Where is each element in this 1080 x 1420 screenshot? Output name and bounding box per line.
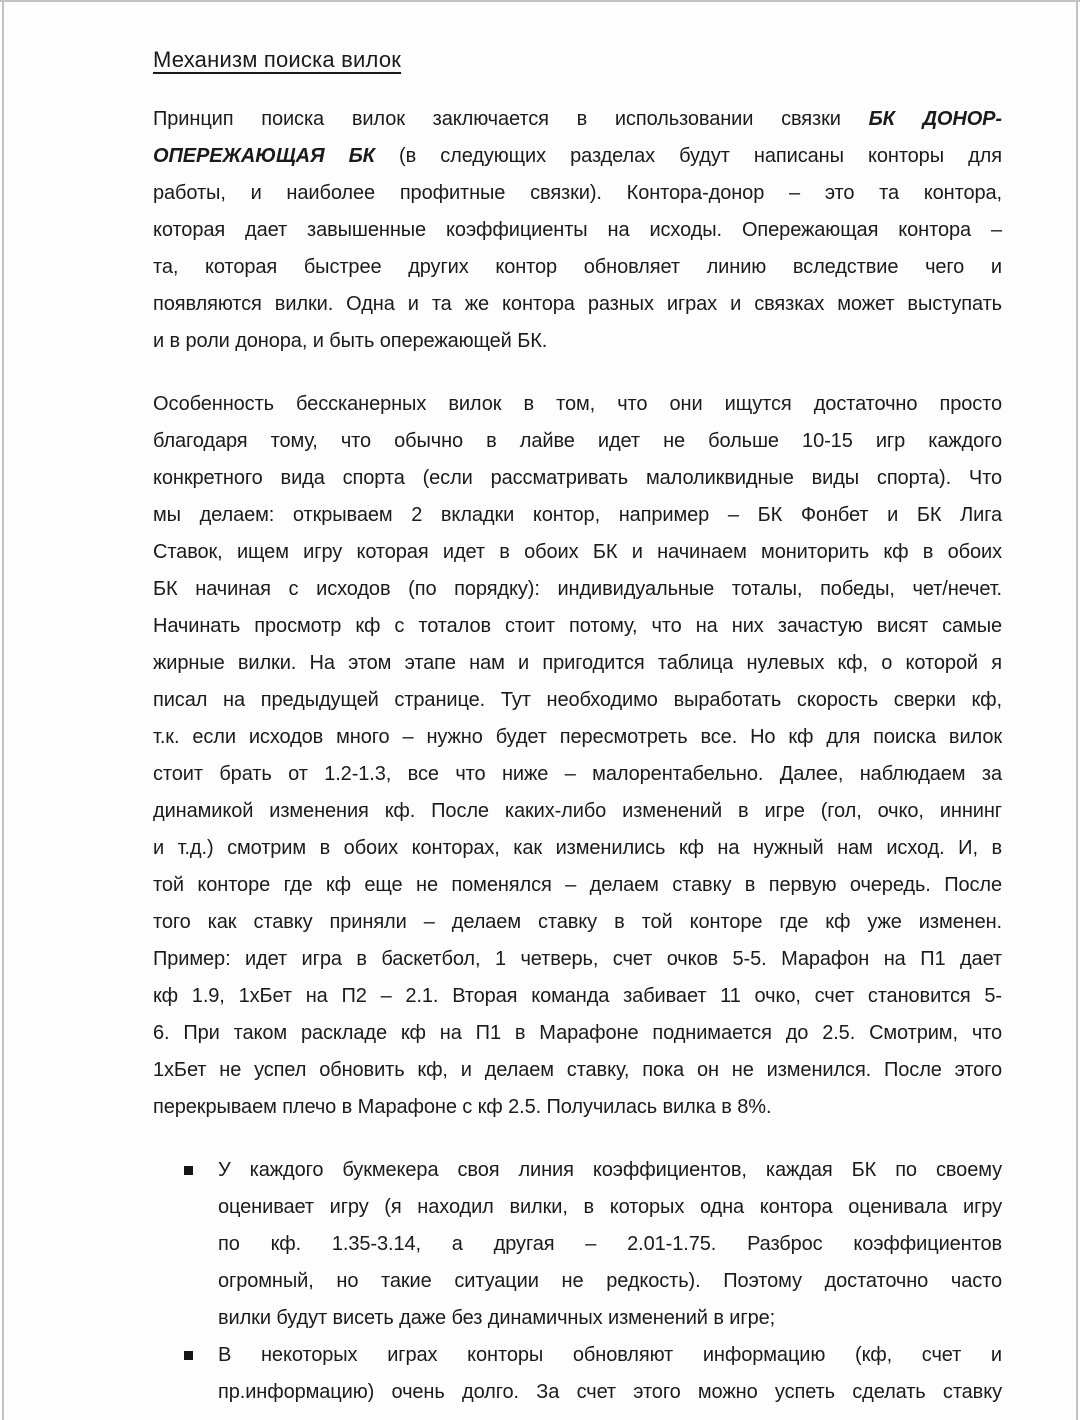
page-content (153, 45, 1002, 1411)
bullet-list (153, 1152, 1002, 1411)
text-line: благодаря тому, что обычно в лайве идет не больше 10-15 игр каждого (153, 430, 1002, 452)
intro-bold-italic-text: ОПЕРЕЖАЮЩАЯ БК (153, 145, 400, 167)
text-line: вилки будут висеть даже без динамичных изменений в игре; (218, 1307, 776, 1329)
text-line: того как ставку приняли – делаем ставку в той конторе где кф уже изменен. (153, 911, 1002, 933)
text-line: Начинать просмотр кф с тоталов стоит потому, что на них зачастую висят самые (153, 615, 1002, 637)
text-line: 1хБет не успел обновить кф, и делаем ставку, пока он не изменился. После этого (153, 1059, 1002, 1081)
text-line: та, которая быстрее других контор обновляет линию вследствие чего и (153, 256, 1002, 278)
bullet-text (218, 1337, 1002, 1411)
text-line: перекрываем плечо в Марафоне с кф 2.5. Получилась вилка в 8%. (153, 1096, 772, 1118)
text-line: и в роли донора, и быть опережающей БК. (153, 330, 548, 352)
page-edge-top (0, 0, 1080, 2)
intro-paragraph-rest (153, 175, 1002, 360)
text-line: Ставок, ищем игру которая идет в обоих БК и начинаем мониторить кф в обоих (153, 541, 1002, 563)
list-item (153, 1152, 1002, 1337)
text-line: оценивает игру (я находил вилки, в которых одна контора оценивала игру (218, 1196, 1002, 1218)
text-line: мы делаем: открываем 2 вкладки контор, например – БК Фонбет и БК Лига (153, 504, 1002, 526)
text-line: стоит брать от 1.2-1.3, все что ниже – малорентабельно. Далее, наблюдаем за (153, 763, 1002, 785)
main-paragraph (153, 386, 1002, 1126)
page-edge-right (1076, 0, 1078, 1420)
text-line: конкретного вида спорта (если рассматривать малоликвидные виды спорта). Что (153, 467, 1002, 489)
text-line: динамикой изменения кф. После каких-либо изменений в игре (гол, очко, иннинг (153, 800, 1002, 822)
intro-paragraph (153, 101, 1002, 360)
text-line: 6. При таком раскладе кф на П1 в Марафоне поднимается до 2.5. Смотрим, что (153, 1022, 1002, 1044)
intro-normal-text: (в следующих разделах будут написаны конторы для (399, 145, 1002, 167)
text-line: той конторе где кф еще не поменялся – делаем ставку в первую очередь. После (153, 874, 1002, 896)
text-line: Особенность бессканерных вилок в том, что они ищутся достаточно просто (153, 393, 1002, 415)
text-line: Пример: идет игра в баскетбол, 1 четверь, счет очков 5-5. Марафон на П1 дает (153, 948, 1002, 970)
text-line: кф 1.9, 1хБет на П2 – 2.1. Вторая команда забивает 11 очко, счет становится 5- (153, 985, 1002, 1007)
text-line: которая дает завышенные коэффициенты на исходы. Опережающая контора – (153, 219, 1002, 241)
text-line: т.к. если исходов много – нужно будет пересмотреть все. Но кф для поиска вилок (153, 726, 1002, 748)
intro-normal-text: Принцип поиска вилок заключается в использовании связки (153, 108, 869, 130)
text-line: В некоторых играх конторы обновляют информацию (кф, счет и (218, 1344, 1002, 1366)
text-line: огромный, но такие ситуации не редкость). Поэтому достаточно часто (218, 1270, 1002, 1292)
intro-bold-italic-text: БК ДОНОР- (868, 108, 1002, 130)
page-title: Механизм поиска вилок (153, 47, 402, 72)
text-line: по кф. 1.35-3.14, а другая – 2.01-1.75. Разброс коэффициентов (218, 1233, 1002, 1255)
bullet-square-icon (184, 1166, 193, 1175)
bullet-square-icon (184, 1351, 193, 1360)
text-line: БК начиная с исходов (по порядку): индивидуальные тоталы, победы, чет/нечет. (153, 578, 1002, 600)
bullet-text (218, 1152, 1002, 1337)
text-line: пр.информацию) очень долго. За счет этого можно успеть сделать ставку (218, 1381, 1002, 1403)
text-line: появляются вилки. Одна и та же контора разных играх и связках может выступать (153, 293, 1002, 315)
text-line (153, 138, 1002, 175)
text-line: и т.д.) смотрим в обоих конторах, как изменились кф на нужный нам исход. И, в (153, 837, 1002, 859)
text-line (153, 101, 1002, 138)
text-line: писал на предыдущей странице. Тут необходимо выработать скорость сверки кф, (153, 689, 1002, 711)
list-item (153, 1337, 1002, 1411)
text-line: жирные вилки. На этом этапе нам и пригодится таблица нулевых кф, о которой я (153, 652, 1002, 674)
text-line: работы, и наиболее профитные связки). Контора-донор – это та контора, (153, 182, 1002, 204)
text-line: У каждого букмекера своя линия коэффициентов, каждая БК по своему (218, 1159, 1002, 1181)
page-edge-left (2, 0, 4, 1420)
